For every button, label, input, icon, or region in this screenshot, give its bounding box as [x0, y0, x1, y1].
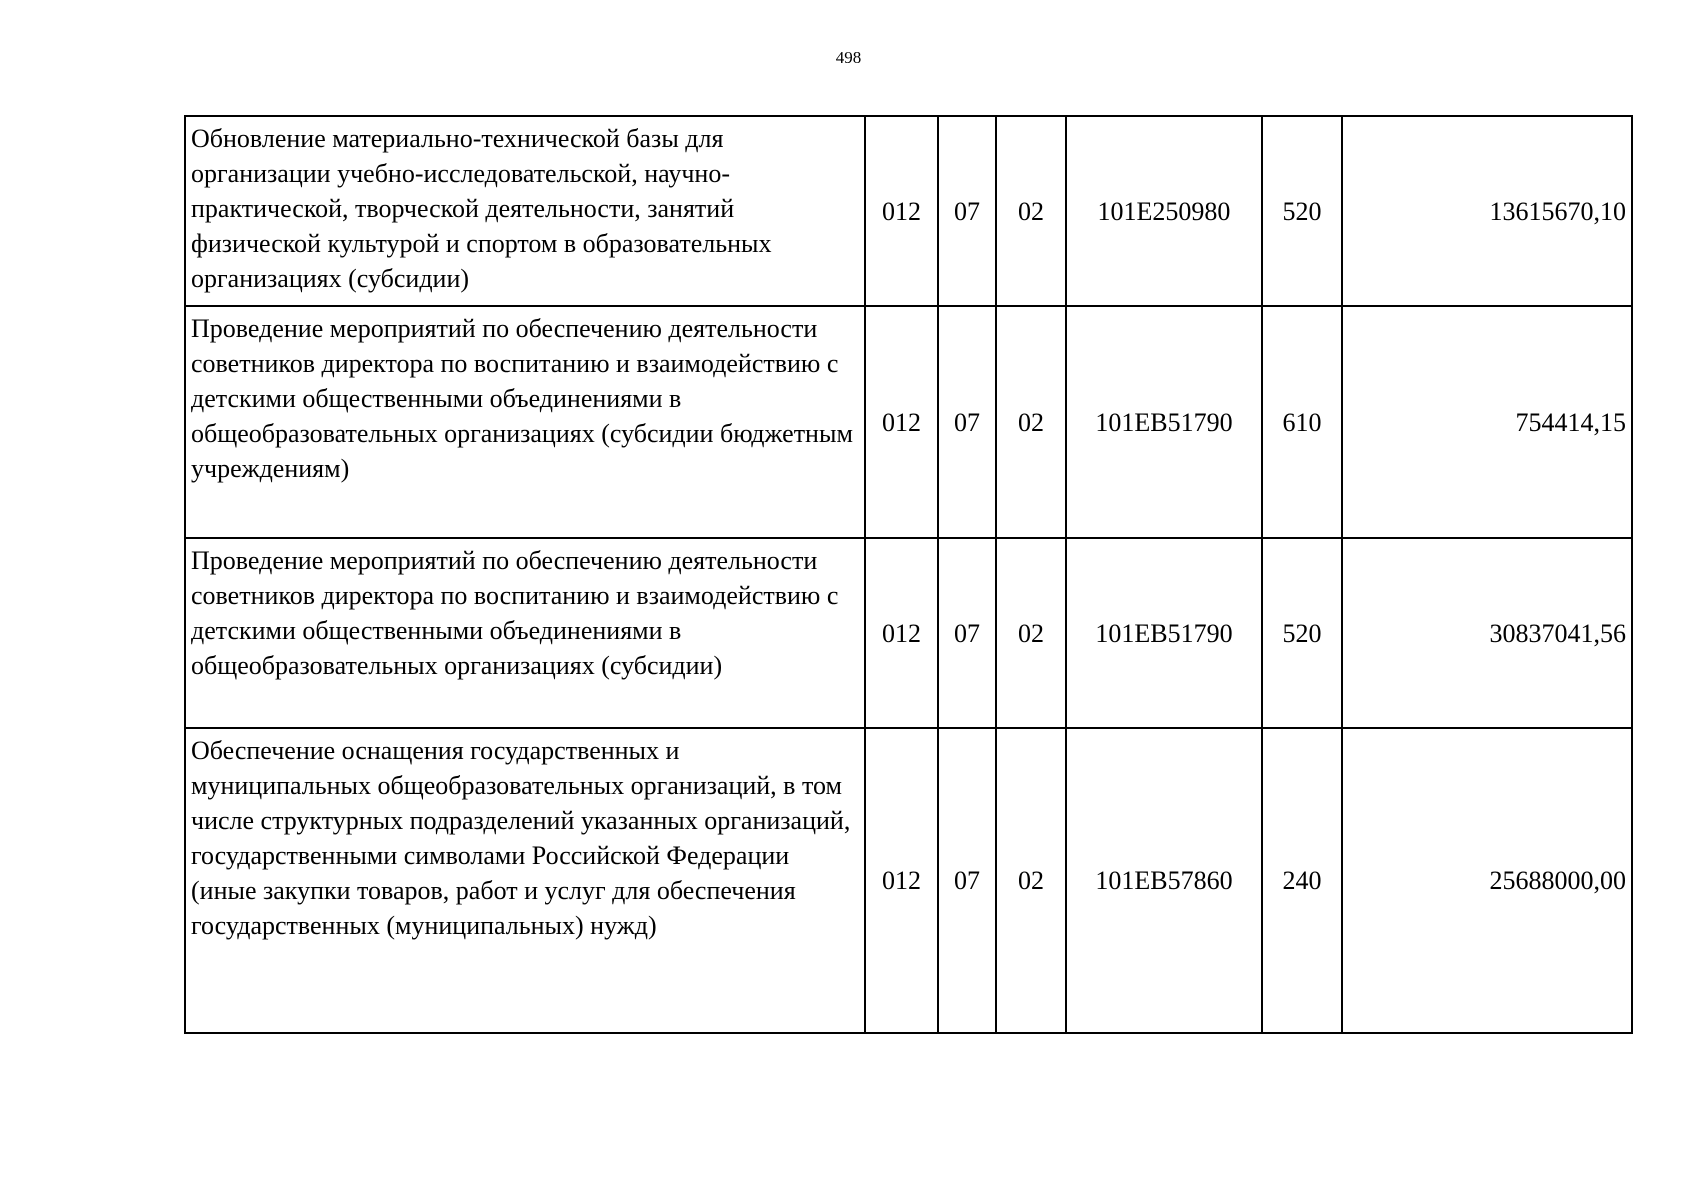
row-amount: 25688000,00: [1342, 728, 1632, 1033]
table-row: [185, 538, 1632, 728]
row-ved-code: 012: [865, 116, 938, 306]
row-section-code: 07: [938, 728, 996, 1033]
row-ved-code: 012: [865, 306, 938, 538]
table-row: [185, 728, 1632, 1033]
row-section-code: 07: [938, 538, 996, 728]
row-section-code: 07: [938, 116, 996, 306]
row-amount: 30837041,56: [1342, 538, 1632, 728]
row-target-article: 101EB57860: [1066, 728, 1262, 1033]
row-description: Проведение мероприятий по обеспечению деятельности советников директора по воспитанию и взаимодействию с детскими общественными объединениями в общеобразовательных организациях (субсидии бюджетным учреждениям): [185, 306, 865, 538]
row-subsection-code: 02: [996, 116, 1066, 306]
row-description: Обеспечение оснащения государственных и муниципальных общеобразовательных организаций, в том числе структурных подразделений указанных организаций, государственными символами Российской Федерации (иные закупки товаров, работ и услуг для обеспечения государственных (муниципальных) нужд): [185, 728, 865, 1033]
row-expense-type: 520: [1262, 538, 1342, 728]
row-description: Обновление материально-технической базы для организации учебно-исследовательской, научно-практической, творческой деятельности, занятий физической культурой и спортом в образовательных организациях (субсидии): [185, 116, 865, 306]
budget-table: [184, 115, 1633, 1034]
page-number: 498: [835, 48, 862, 67]
row-target-article: 101EB51790: [1066, 538, 1262, 728]
row-expense-type: 520: [1262, 116, 1342, 306]
row-target-article: 101EB51790: [1066, 306, 1262, 538]
row-ved-code: 012: [865, 538, 938, 728]
row-amount: 13615670,10: [1342, 116, 1632, 306]
table-row: [185, 116, 1632, 306]
row-expense-type: 240: [1262, 728, 1342, 1033]
row-target-article: 101E250980: [1066, 116, 1262, 306]
table-row: [185, 306, 1632, 538]
row-expense-type: 610: [1262, 306, 1342, 538]
row-subsection-code: 02: [996, 728, 1066, 1033]
row-ved-code: 012: [865, 728, 938, 1033]
row-description: Проведение мероприятий по обеспечению деятельности советников директора по воспитанию и взаимодействию с детскими общественными объединениями в общеобразовательных организациях (субсидии): [185, 538, 865, 728]
row-subsection-code: 02: [996, 306, 1066, 538]
row-amount: 754414,15: [1342, 306, 1632, 538]
row-subsection-code: 02: [996, 538, 1066, 728]
row-section-code: 07: [938, 306, 996, 538]
